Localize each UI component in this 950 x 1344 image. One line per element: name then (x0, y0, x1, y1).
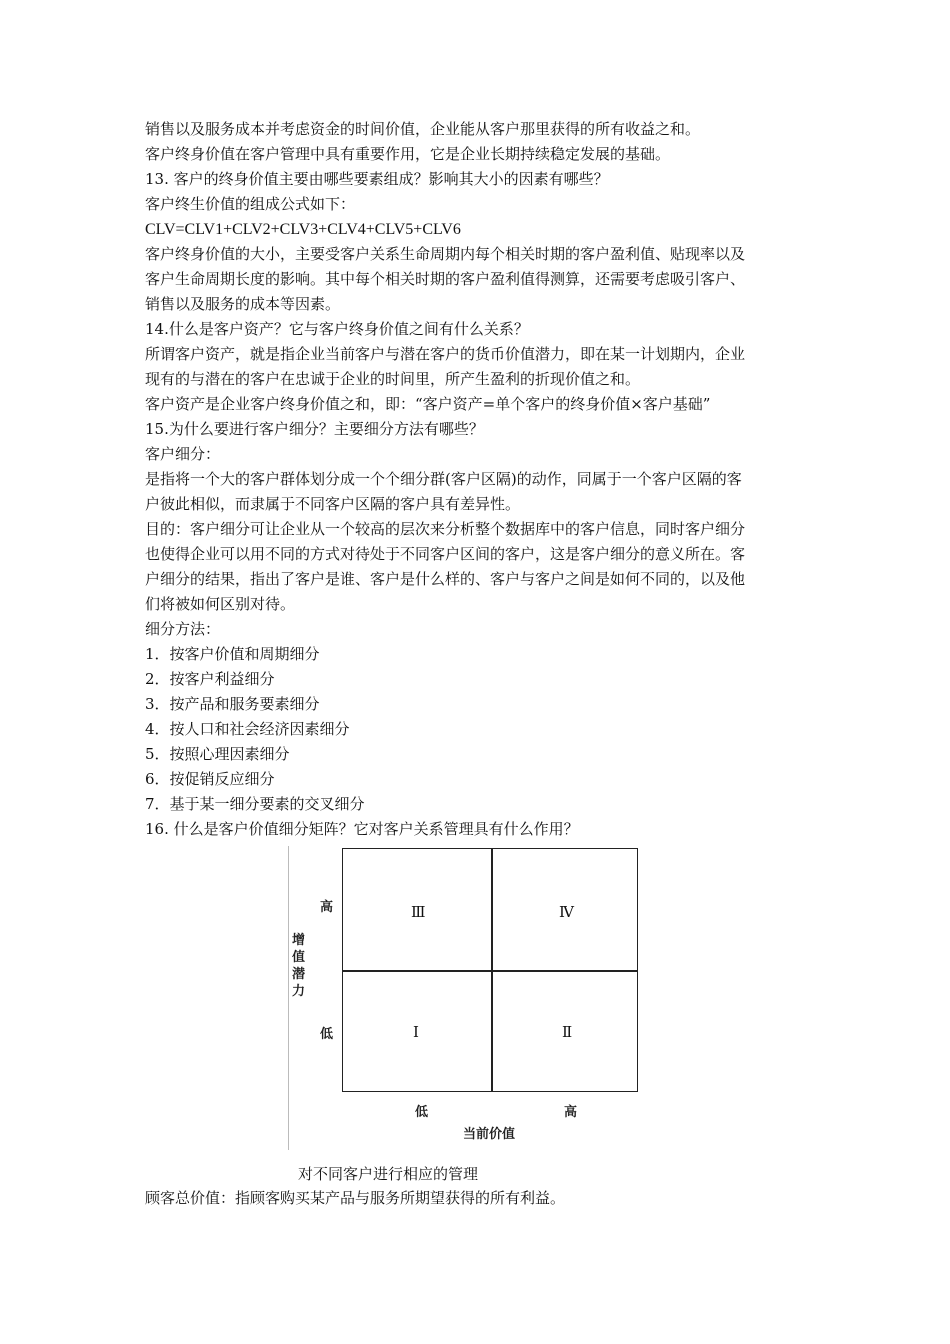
list-item: 5．按照心理因素细分 (145, 745, 290, 763)
customer-value-matrix (288, 846, 650, 1150)
text-line: 细分方法： (145, 620, 221, 638)
y-axis-high-label: 高 (320, 900, 334, 915)
list-item: 4．按人口和社会经济因素细分 (145, 720, 350, 738)
quadrant-top-left: Ⅲ (411, 903, 426, 921)
text-line: 销售以及服务的成本等因素。 (145, 295, 341, 313)
list-item: 3．按产品和服务要素细分 (145, 695, 320, 713)
x-axis-high-label: 高 (564, 1105, 578, 1120)
text-line: 户彼此相似，而隶属于不同客户区隔的客户具有差异性。 (145, 495, 521, 513)
x-axis-low-label: 低 (415, 1105, 429, 1120)
text-line: 们将被如何区别对待。 (145, 595, 296, 613)
matrix-horizontal-divider (343, 970, 637, 972)
matrix-grid (342, 848, 638, 1092)
text-line: 顾客总价值：指顾客购买某产品与服务所期望获得的所有利益。 (145, 1189, 566, 1207)
text-line: 是指将一个大的客户群体划分成一个个细分群(客户区隔)的动作，同属于一个客户区隔的客 (145, 470, 742, 488)
question-heading: 16. 什么是客户价值细分矩阵？它对客户关系管理具有什么作用？ (145, 820, 579, 838)
figure-edge (288, 846, 289, 1150)
figure-caption: 对不同客户进行相应的管理 (298, 1165, 479, 1183)
question-heading: 15.为什么要进行客户细分？主要细分方法有哪些？ (145, 420, 484, 438)
list-item: 6．按促销反应细分 (145, 770, 275, 788)
list-item: 7．基于某一细分要素的交叉细分 (145, 795, 365, 813)
list-item: 2．按客户利益细分 (145, 670, 275, 688)
text-line: 客户生命周期长度的影响。其中每个相关时期的客户盈利值得测算，还需要考虑吸引客户、 (145, 270, 746, 288)
text-line: 客户终身价值的大小，主要受客户关系生命周期内每个相关时期的客户盈利值、贴现率以及 (145, 245, 746, 263)
quadrant-top-right: Ⅳ (559, 903, 574, 921)
x-axis-title: 当前价值 (463, 1127, 516, 1142)
text-line: 客户资产是企业客户终身价值之和，即：“客户资产=单个客户的终身价值×客户基础” (145, 395, 711, 413)
quadrant-bottom-left: Ⅰ (413, 1023, 419, 1041)
text-line: 现有的与潜在的客户在忠诚于企业的时间里，所产生盈利的折现价值之和。 (145, 370, 641, 388)
y-axis-low-label: 低 (320, 1027, 334, 1042)
text-line: 目的：客户细分可让企业从一个较高的层次来分析整个数据库中的客户信息，同时客户细分 (145, 520, 746, 538)
text-line: 也使得企业可以用不同的方式对待处于不同客户区间的客户，这是客户细分的意义所在。客 (145, 545, 746, 563)
text-line: 户细分的结果，指出了客户是谁、客户是什么样的、客户与客户之间是如何不同的，以及他 (145, 570, 746, 588)
quadrant-bottom-right: Ⅱ (562, 1023, 573, 1041)
clv-formula: CLV=CLV1+CLV2+CLV3+CLV4+CLV5+CLV6 (145, 221, 461, 238)
text-line: 所谓客户资产，就是指企业当前客户与潜在客户的货币价值潜力，即在某一计划期内，企业 (145, 345, 746, 363)
text-line: 客户细分： (145, 445, 221, 463)
list-item: 1．按客户价值和周期细分 (145, 645, 320, 663)
y-axis-title: 增值潜力 (292, 933, 306, 999)
question-heading: 14.什么是客户资产？它与客户终身价值之间有什么关系？ (145, 320, 529, 338)
text-line: 客户终生价值的组成公式如下： (145, 195, 356, 213)
text-line: 客户终身价值在客户管理中具有重要作用，它是企业长期持续稳定发展的基础。 (145, 145, 671, 163)
question-heading: 13. 客户的终身价值主要由哪些要素组成？影响其大小的因素有哪些？ (145, 170, 609, 188)
text-line: 销售以及服务成本并考虑资金的时间价值，企业能从客户那里获得的所有收益之和。 (145, 120, 701, 138)
